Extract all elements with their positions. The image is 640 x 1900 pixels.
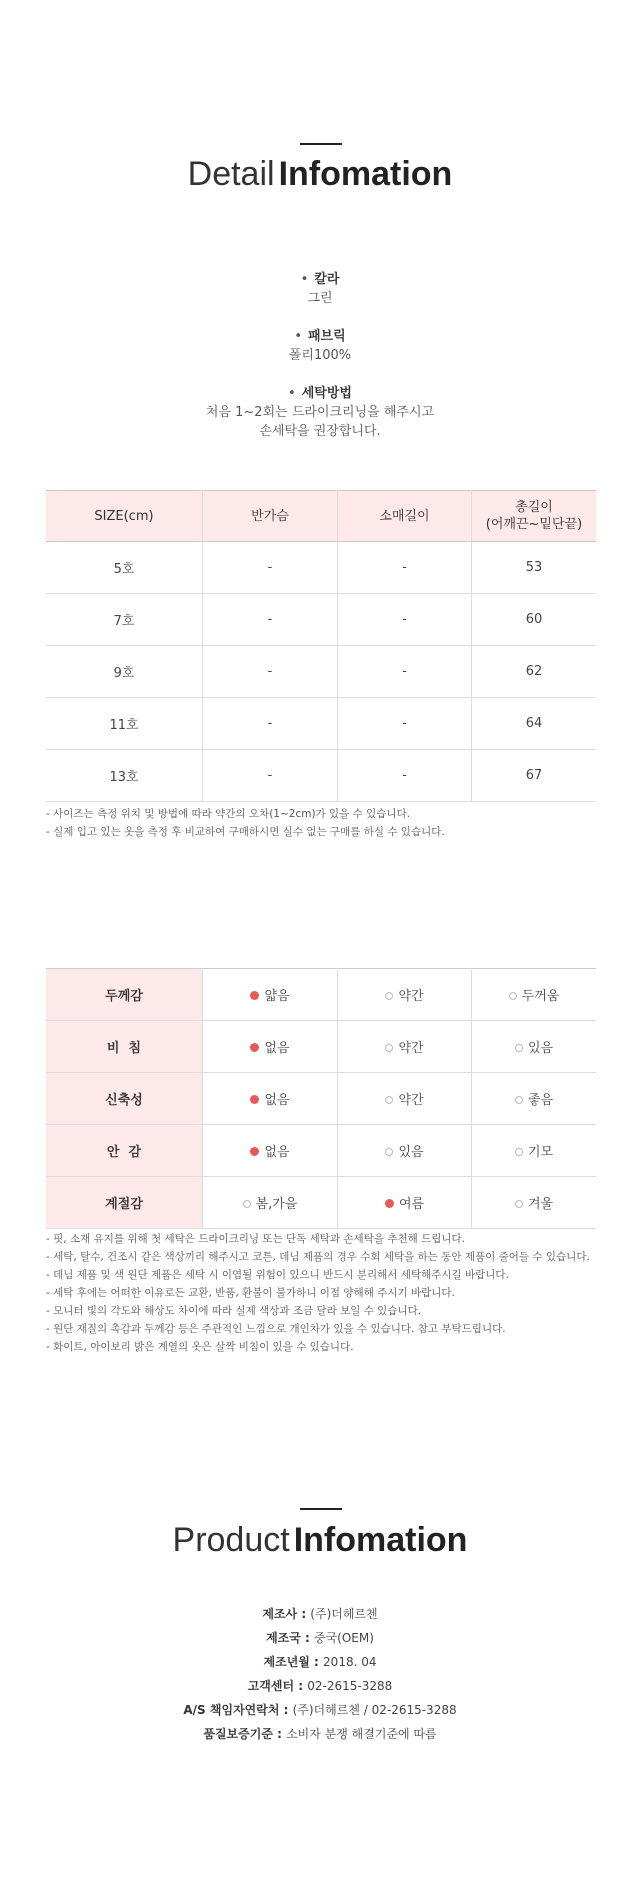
radio-dot-icon <box>515 1096 523 1104</box>
radio-dot-icon <box>385 1096 393 1104</box>
product-title <box>0 1521 640 1560</box>
care-notes: - 핏, 소재 유지를 위해 첫 세탁은 드라이크리닝 또는 단독 세탁과 손세탁을 추천해 드립니다. - 세탁, 탈수, 건조시 같은 색상끼리 해주시고 코튼, 데님 제품의 경우 수회 세탁을 하는 동안 제품이 줄어들 수 있습니다. - 데님 제품 및 색 원단 제품은 세탁 시 이염될 위험이 있으니 반드시 분리해서 세탁해주시길 바랍니다. - 세탁 후에는 어떠한 이유로든 교환, 반품, 환불이 불가하니 이점 양해해 주시기 바랍니다. - 모니터 빛의 각도와 해상도 차이에 따라 실제 색상과 조금 달라 보일 수 있습니다. - 원단 재질의 촉감과 두께감 등은 주관적인 느낌으로 개인차가 있을 수 있습니다. 참고 부탁드립니다. - 화이트, 아이보리 밝은 계열의 옷은 살짝 비침이 있을 수 있습니다. <box>46 1233 590 1353</box>
radio-dot-icon <box>385 1044 393 1052</box>
fabric-attribute-table <box>46 968 596 1229</box>
list-item: 제조사 : (주)더헤르첸 <box>262 1607 378 1621</box>
radio-dot-icon <box>509 992 517 1000</box>
spec-label: 세탁방법 <box>301 386 352 401</box>
product-title-light: Product <box>172 1521 290 1559</box>
table-row: 9호 - - 62 <box>46 646 596 698</box>
radio-dot-icon <box>515 1148 523 1156</box>
list-item: 제조국 : 중국(OEM) <box>266 1631 374 1645</box>
spec-value: 처음 1~2회는 드라이크리닝을 해주시고 <box>205 405 435 420</box>
spec-value: 손세탁을 권장합니다. <box>259 424 381 439</box>
detail-title-light: Detail <box>187 155 275 193</box>
detail-title-bold: Infomation <box>278 155 453 193</box>
radio-dot-icon <box>243 1200 251 1208</box>
radio-dot-icon <box>385 992 393 1000</box>
table-row: 5호 - - 53 <box>46 542 596 594</box>
size-notes: - 사이즈는 측정 위치 및 방법에 따라 약간의 오차(1~2cm)가 있을 수 있습니다. - 실제 입고 있는 옷을 측정 후 비교하여 구매하시면 실수 없는 구매를 하실 수 있습니다. <box>46 808 445 838</box>
size-table <box>46 490 596 802</box>
radio-dot-icon <box>250 1095 259 1104</box>
table-row: 7호 - - 60 <box>46 594 596 646</box>
spec-value: 폴리100% <box>288 348 352 363</box>
spec-label: 패브릭 <box>307 329 346 344</box>
spec-washing: • 세탁방법 처음 1~2회는 드라이크리닝을 해주시고 손세탁을 권장합니다. <box>0 384 640 441</box>
radio-dot-icon <box>250 1147 259 1156</box>
product-title-bold: Infomation <box>293 1521 468 1559</box>
attr-row-stretch: 신축성 없음 약간 좋음 <box>46 1073 596 1125</box>
spec-label: 칼라 <box>314 272 340 287</box>
attr-row-lining: 안 감 없음 있음 기모 <box>46 1125 596 1177</box>
radio-dot-icon <box>250 991 259 1000</box>
spec-fabric: • 패브릭 폴리100% <box>0 327 640 365</box>
attr-row-season: 계절감 봄,가을 여름 겨울 <box>46 1177 596 1229</box>
size-table-header <box>46 491 596 542</box>
radio-dot-icon <box>515 1044 523 1052</box>
title-divider <box>300 143 342 145</box>
attr-row-thickness: 두께감 얇음 약간 두꺼움 <box>46 969 596 1021</box>
table-row: 11호 - - 64 <box>46 698 596 750</box>
sleeve-col-header: 소매길이 <box>338 491 472 542</box>
attr-row-sheerness: 비 침 없음 약간 있음 <box>46 1021 596 1073</box>
chest-col-header: 반가슴 <box>203 491 338 542</box>
list-item: A/S 책임자연락처 : (주)더헤르첸 / 02-2615-3288 <box>183 1703 457 1717</box>
radio-dot-icon <box>385 1148 393 1156</box>
list-item: 제조년월 : 2018. 04 <box>263 1655 377 1669</box>
size-col-header: SIZE(cm) <box>46 491 203 542</box>
radio-dot-icon <box>250 1043 259 1052</box>
radio-dot-icon <box>385 1199 394 1208</box>
radio-dot-icon <box>515 1200 523 1208</box>
list-item: 고객센터 : 02-2615-3288 <box>247 1679 393 1693</box>
detail-title <box>0 155 640 194</box>
spec-value: 그린 <box>307 291 333 306</box>
product-info-list <box>0 1602 640 1746</box>
title-divider <box>300 1508 342 1510</box>
spec-color: • 칼라 그린 <box>0 270 640 308</box>
length-col-header: 총길이 (어깨끈~밑단끝) <box>472 491 597 542</box>
list-item: 품질보증기준 : 소비자 분쟁 해결기준에 따름 <box>203 1727 437 1741</box>
table-row: 13호 - - 67 <box>46 750 596 802</box>
